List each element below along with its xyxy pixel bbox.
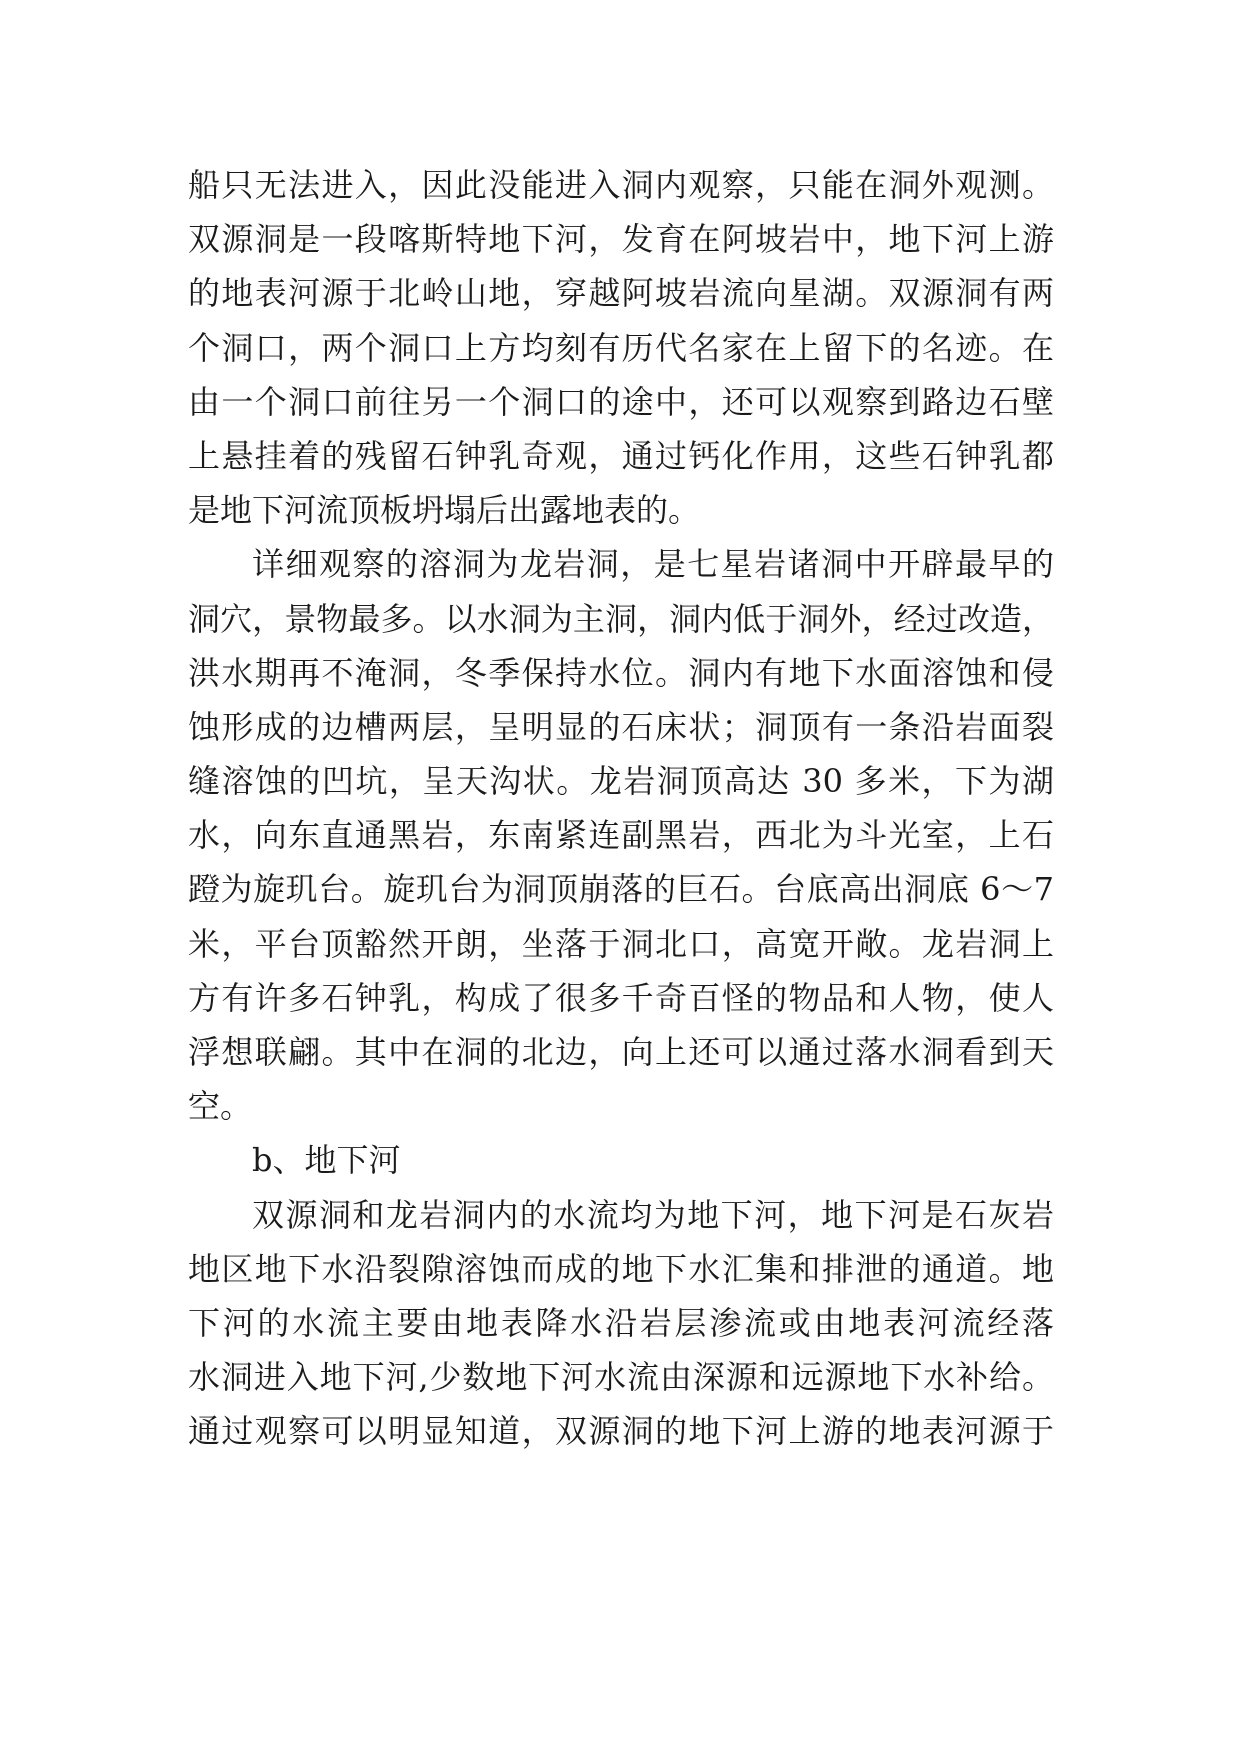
text-line: 双源洞是一段喀斯特地下河，发育在阿坡岩中，地下河上游: [188, 220, 1054, 259]
text-line: 船只无法进入，因此没能进入洞内观察，只能在洞外观测。: [188, 166, 1054, 204]
text-line: 上悬挂着的残留石钟乳奇观，通过钙化作用，这些石钟乳都: [188, 436, 1054, 475]
text-line: 蚀形成的边槽两层，呈明显的石床状；洞顶有一条沿岩面裂: [188, 707, 1054, 746]
text-line: 水，向东直通黑岩，东南紧连副黑岩，西北为斗光室，上石: [188, 816, 1054, 855]
text-line: 的地表河源于北岭山地，穿越阿坡岩流向星湖。双源洞有两: [188, 274, 1054, 313]
text-line: 方有许多石钟乳，构成了很多千奇百怪的物品和人物，使人: [188, 978, 1054, 1017]
text-line: 通过观察可以明显知道，双源洞的地下河上游的地表河源于: [188, 1412, 1054, 1451]
text-line: 空。: [188, 1087, 253, 1126]
text-line: 米，平台顶豁然开朗，坐落于洞北口，高宽开敞。龙岩洞上: [188, 924, 1054, 963]
text-line: 是地下河流顶板坍塌后出露地表的。: [188, 491, 701, 530]
paragraph-start-line: 详细观察的溶洞为龙岩洞，是七星岩诸洞中开辟最早的: [252, 545, 1054, 584]
text-line: 缝溶蚀的凹坑，呈天沟状。龙岩洞顶高达 30 多米，下为湖: [188, 762, 1054, 801]
paragraph-start-line: 双源洞和龙岩洞内的水流均为地下河，地下河是石灰岩: [252, 1195, 1054, 1234]
text-line: 水洞进入地下河,少数地下河水流由深源和远源地下水补给。: [188, 1358, 1054, 1397]
text-line: 下河的水流主要由地表降水沿岩层渗流或由地表河流经落: [188, 1303, 1054, 1342]
text-line: 个洞口，两个洞口上方均刻有历代名家在上留下的名迹。在: [188, 328, 1054, 367]
text-line: 蹬为旋玑台。旋玑台为洞顶崩落的巨石。台底高出洞底 6～7: [188, 870, 1054, 909]
text-line: 地区地下水沿裂隙溶蚀而成的地下水汇集和排泄的通道。地: [188, 1249, 1054, 1288]
text-line: 洪水期再不淹洞，冬季保持水位。洞内有地下水面溶蚀和侵: [188, 653, 1054, 692]
text-line: 浮想联翩。其中在洞的北边，向上还可以通过落水洞看到天: [188, 1033, 1054, 1071]
section-heading: b、地下河: [252, 1141, 401, 1180]
body-text: [188, 158, 1054, 1459]
text-line: 由一个洞口前往另一个洞口的途中，还可以观察到路边石壁: [188, 382, 1054, 421]
text-line: 洞穴，景物最多。以水洞为主洞，洞内低于洞外，经过改造，: [188, 599, 1054, 638]
